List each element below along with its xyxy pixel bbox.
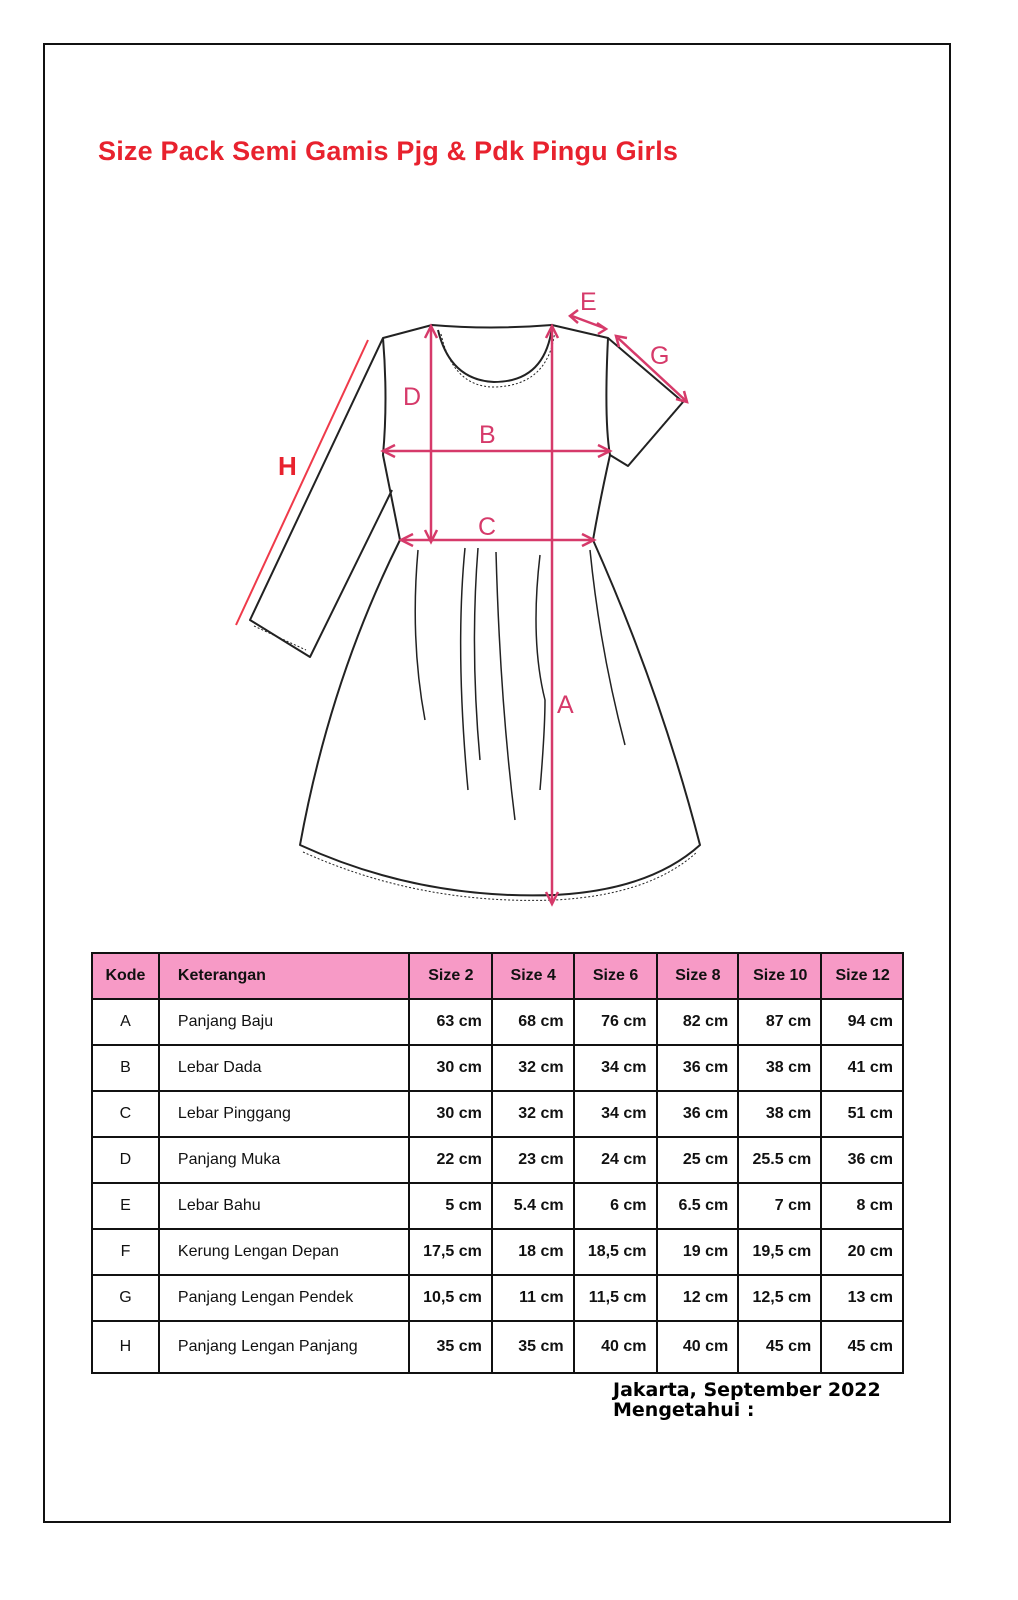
table-row: H Panjang Lengan Panjang 35 cm 35 cm 40 cm 40 cm 45 cm 45 cm bbox=[92, 1321, 903, 1373]
svg-text:G: G bbox=[650, 342, 670, 370]
table-row: C Lebar Pinggang 30 cm 32 cm 34 cm 36 cm 38 cm 51 cm bbox=[92, 1091, 903, 1137]
table-header-row bbox=[92, 953, 903, 999]
table-row: F Kerung Lengan Depan 17,5 cm 18 cm 18,5 cm 19 cm 19,5 cm 20 cm bbox=[92, 1229, 903, 1275]
table-row: E Lebar Bahu 5 cm 5.4 cm 6 cm 6.5 cm 7 cm 8 cm bbox=[92, 1183, 903, 1229]
header-keterangan: Keterangan bbox=[159, 953, 409, 999]
header-size-10: Size 10 bbox=[738, 953, 821, 999]
table-row: B Lebar Dada 30 cm 32 cm 34 cm 36 cm 38 cm 41 cm bbox=[92, 1045, 903, 1091]
svg-text:H: H bbox=[278, 451, 297, 481]
header-size-2: Size 2 bbox=[409, 953, 492, 999]
header-kode: Kode bbox=[92, 953, 159, 999]
svg-text:C: C bbox=[478, 513, 497, 541]
label-a: A bbox=[557, 691, 574, 719]
table-row: D Panjang Muka 22 cm 23 cm 24 cm 25 cm 25.5 cm 36 cm bbox=[92, 1137, 903, 1183]
table-row: A Panjang Baju 63 cm 68 cm 76 cm 82 cm 87 cm 94 cm bbox=[92, 999, 903, 1045]
header-size-12: Size 12 bbox=[821, 953, 903, 999]
svg-text:D: D bbox=[403, 383, 422, 411]
table-row: G Panjang Lengan Pendek 10,5 cm 11 cm 11,5 cm 12 cm 12,5 cm 13 cm bbox=[92, 1275, 903, 1321]
place-date: Jakarta, September 2022 bbox=[613, 1379, 881, 1401]
header-size-8: Size 8 bbox=[657, 953, 739, 999]
page-title: Size Pack Semi Gamis Pjg & Pdk Pingu Girls bbox=[98, 136, 679, 166]
signature-block bbox=[613, 1380, 881, 1420]
header-size-6: Size 6 bbox=[574, 953, 657, 999]
svg-text:E: E bbox=[580, 288, 597, 316]
svg-text:B: B bbox=[479, 421, 496, 449]
size-chart-table bbox=[91, 952, 904, 1374]
acknowledged-label: Mengetahui : bbox=[613, 1399, 755, 1421]
header-size-4: Size 4 bbox=[492, 953, 574, 999]
